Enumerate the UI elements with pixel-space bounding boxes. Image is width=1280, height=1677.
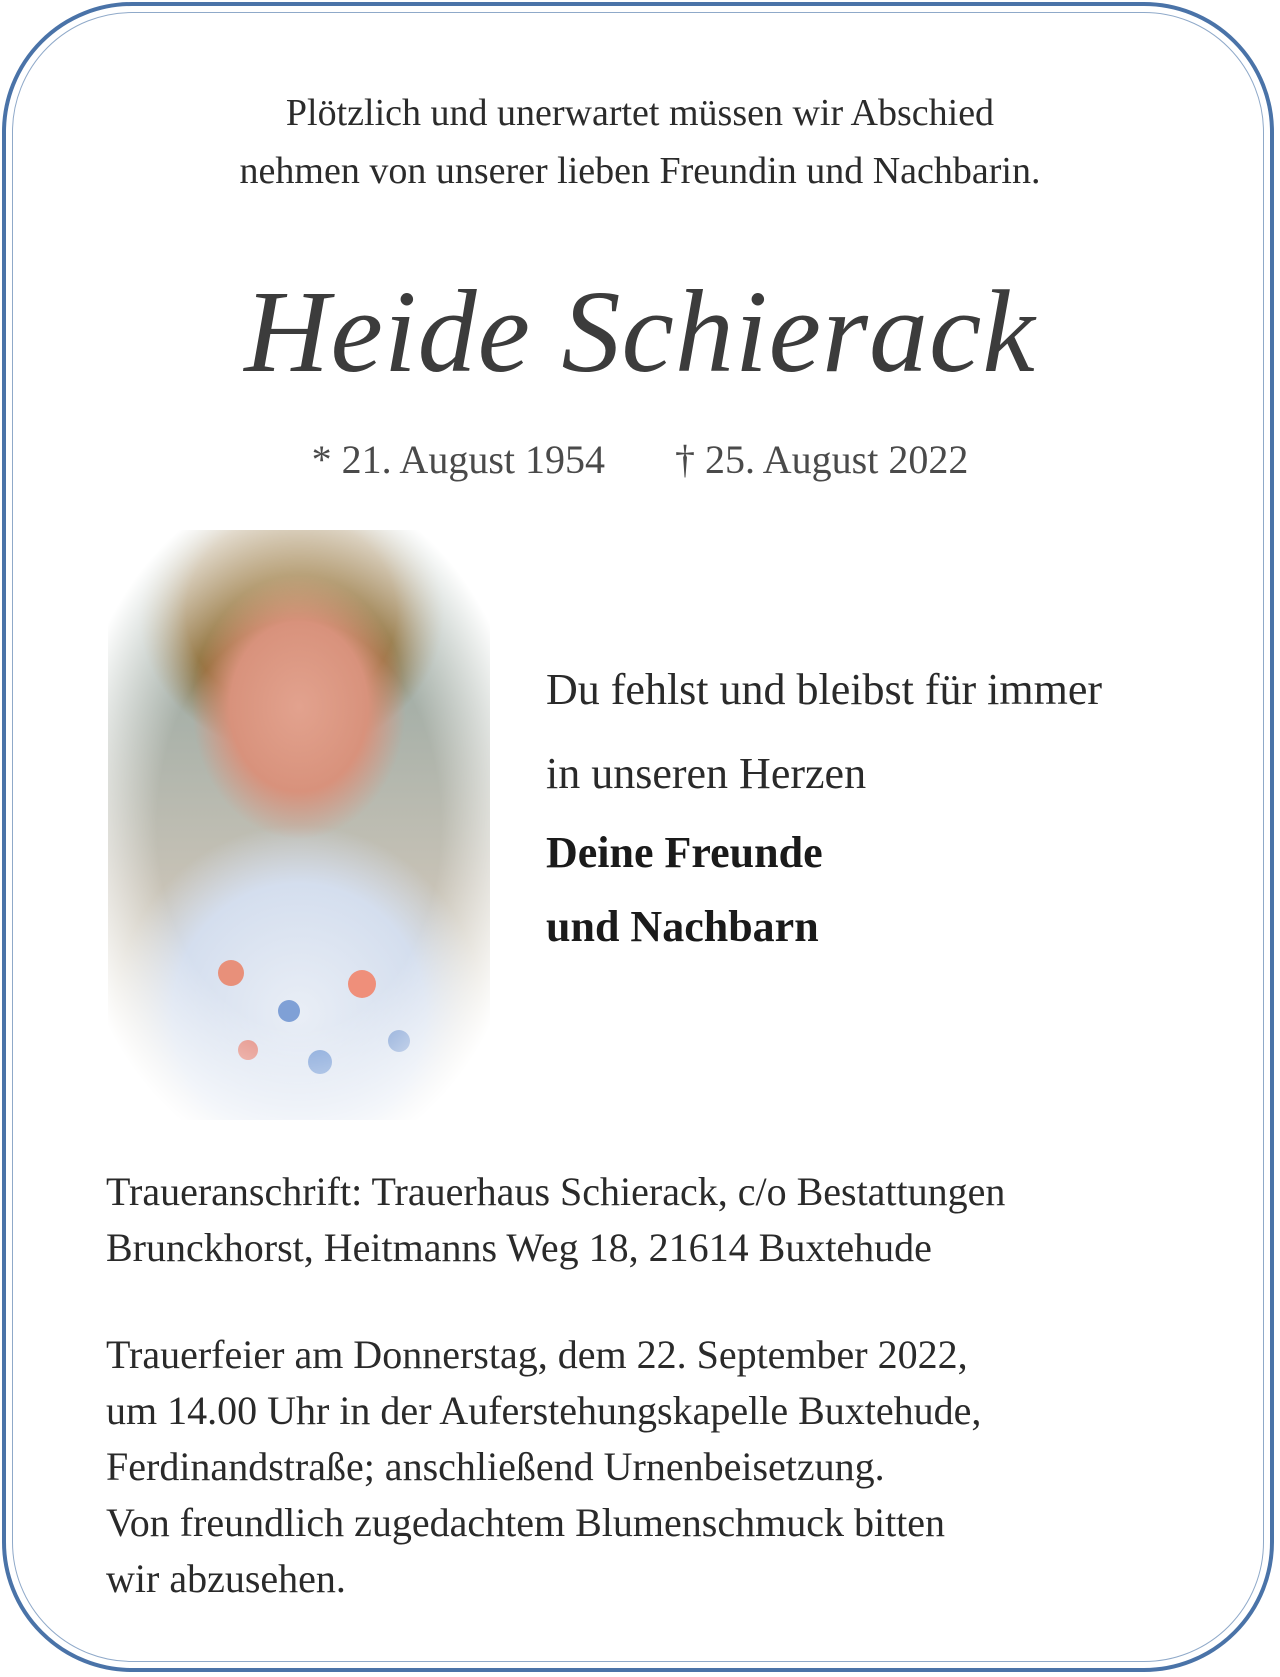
scarf-pattern	[388, 1030, 410, 1052]
scarf-pattern	[308, 1050, 332, 1074]
scarf-pattern	[238, 1040, 258, 1060]
quote-line-2: in unseren Herzen	[546, 749, 867, 798]
signers	[546, 816, 1246, 964]
life-dates	[0, 432, 1280, 488]
scarf-pattern	[278, 1000, 300, 1022]
ceremony-line-3: Ferdinandstraße; anschließend Urnenbeisetzung.	[106, 1444, 885, 1489]
signers-line-1: Deine Freunde	[546, 828, 823, 877]
birth-date: * 21. August 1954	[311, 437, 605, 482]
funeral-details	[106, 1327, 1226, 1607]
quote-line-1: Du fehlst und bleibst für immer	[546, 665, 1103, 714]
ceremony-line-1: Trauerfeier am Donnerstag, dem 22. September 2022,	[106, 1332, 968, 1377]
ceremony-line-4: Von freundlich zugedachtem Blumenschmuck bitten	[106, 1500, 946, 1545]
intro-line-1: Plötzlich und unerwartet müssen wir Abschied	[285, 92, 995, 134]
death-date: † 25. August 2022	[675, 437, 969, 482]
signers-line-2: und Nachbarn	[546, 902, 819, 951]
ceremony-line-5: wir abzusehen.	[106, 1556, 346, 1601]
memorial-quote	[546, 648, 1266, 816]
mourning-address	[106, 1164, 1226, 1276]
intro-line-2: nehmen von unserer lieben Freundin und Nachbarin.	[239, 150, 1041, 192]
scarf-pattern	[218, 960, 244, 986]
address-line-1: Traueranschrift: Trauerhaus Schierack, c/o Bestattungen	[106, 1169, 1006, 1214]
intro-text	[0, 84, 1280, 200]
address-line-2: Brunckhorst, Heitmanns Weg 18, 21614 Buxtehude	[106, 1225, 932, 1270]
deceased-name: Heide Schierack	[244, 266, 1036, 397]
ceremony-line-2: um 14.00 Uhr in der Auferstehungskapelle Buxtehude,	[106, 1388, 982, 1433]
scarf-pattern	[348, 970, 376, 998]
portrait-photo	[108, 530, 490, 1120]
